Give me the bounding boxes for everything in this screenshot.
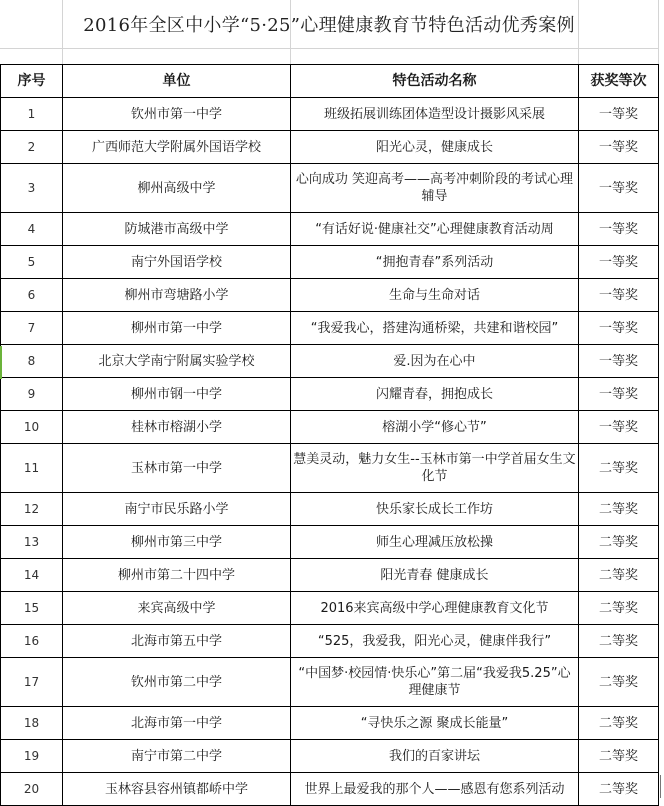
page-title: 2016年全区中小学“5·25”心理健康教育节特色活动优秀案例: [83, 15, 575, 36]
cell-activity[interactable]: “有话好说·健康社交”心理健康教育活动周: [291, 213, 579, 246]
cell-number[interactable]: 14: [1, 559, 63, 592]
cell-activity[interactable]: “寻快乐之源 聚成长能量”: [291, 707, 579, 740]
header-cell-award[interactable]: 获奖等次: [579, 65, 659, 98]
table-row: [1, 444, 659, 493]
table-row: [1, 246, 659, 279]
table-row: [1, 625, 659, 658]
cell-activity[interactable]: “中国梦·校园情·快乐心”第二届“我爱我5.25”心理健康节: [291, 658, 579, 707]
cell-activity[interactable]: 阳光青春 健康成长: [291, 559, 579, 592]
cell-number[interactable]: 6: [1, 279, 63, 312]
cell-activity[interactable]: 2016来宾高级中学心理健康教育文化节: [291, 592, 579, 625]
header-cell-number[interactable]: 序号: [1, 65, 63, 98]
cell-activity[interactable]: 榕湖小学“修心节”: [291, 411, 579, 444]
cell-number[interactable]: 2: [1, 131, 63, 164]
table-row: [1, 559, 659, 592]
cell-number[interactable]: 7: [1, 312, 63, 345]
cell-number[interactable]: 13: [1, 526, 63, 559]
cell-unit[interactable]: 防城港市高级中学: [63, 213, 291, 246]
cell-award[interactable]: 一等奖: [579, 164, 659, 213]
cell-activity[interactable]: 心向成功 笑迎高考——高考冲刺阶段的考试心理辅导: [291, 164, 579, 213]
cell-activity[interactable]: 慧美灵动，魅力女生--玉林市第一中学首届女生文化节: [291, 444, 579, 493]
cell-unit[interactable]: 桂林市榕湖小学: [63, 411, 291, 444]
table-row: [1, 131, 659, 164]
cell-award[interactable]: 二等奖: [579, 559, 659, 592]
cell-unit[interactable]: 来宾高级中学: [63, 592, 291, 625]
cell-activity[interactable]: 师生心理减压放松操: [291, 526, 579, 559]
table-row: [1, 707, 659, 740]
cell-award[interactable]: 二等奖: [579, 526, 659, 559]
cell-activity[interactable]: 世界上最爱我的那个人——感恩有您系列活动: [291, 773, 579, 806]
cell-award[interactable]: 一等奖: [579, 98, 659, 131]
cell-number[interactable]: 19: [1, 740, 63, 773]
cell-cursor-edge: [660, 775, 661, 798]
table-row: [1, 526, 659, 559]
cell-unit[interactable]: 广西师范大学附属外国语学校: [63, 131, 291, 164]
table-row: [1, 312, 659, 345]
cell-unit[interactable]: 柳州市第二十四中学: [63, 559, 291, 592]
cell-number[interactable]: 17: [1, 658, 63, 707]
cell-number[interactable]: 15: [1, 592, 63, 625]
cell-unit[interactable]: 南宁市第二中学: [63, 740, 291, 773]
table-row: [1, 213, 659, 246]
cell-award[interactable]: 二等奖: [579, 707, 659, 740]
table-row: [1, 164, 659, 213]
cell-activity[interactable]: 快乐家长成长工作坊: [291, 493, 579, 526]
cell-activity[interactable]: 班级拓展训练团体造型设计摄影风采展: [291, 98, 579, 131]
cell-award[interactable]: 一等奖: [579, 345, 659, 378]
cell-unit[interactable]: 钦州市第一中学: [63, 98, 291, 131]
cell-unit[interactable]: 玉林市第一中学: [63, 444, 291, 493]
cell-award[interactable]: 二等奖: [579, 625, 659, 658]
cell-unit[interactable]: 南宁外国语学校: [63, 246, 291, 279]
table-row: [1, 773, 659, 806]
table-header-row: [1, 65, 659, 98]
table-row: [1, 740, 659, 773]
cell-unit[interactable]: 柳州高级中学: [63, 164, 291, 213]
cell-award[interactable]: 二等奖: [579, 658, 659, 707]
cell-activity[interactable]: “525，我爱我，阳光心灵，健康伴我行”: [291, 625, 579, 658]
table-row: [1, 658, 659, 707]
cell-award[interactable]: 二等奖: [579, 493, 659, 526]
cell-award[interactable]: 一等奖: [579, 378, 659, 411]
cell-award[interactable]: 一等奖: [579, 246, 659, 279]
cell-unit[interactable]: 南宁市民乐路小学: [63, 493, 291, 526]
cell-award[interactable]: 一等奖: [579, 131, 659, 164]
cell-number[interactable]: 8: [1, 345, 63, 378]
cell-number[interactable]: 18: [1, 707, 63, 740]
cell-unit[interactable]: 钦州市第二中学: [63, 658, 291, 707]
table-row: [1, 345, 659, 378]
cell-activity[interactable]: 生命与生命对话: [291, 279, 579, 312]
table-row: [1, 98, 659, 131]
table-row: [1, 411, 659, 444]
cell-number[interactable]: 12: [1, 493, 63, 526]
table-row: [1, 592, 659, 625]
award-table: [0, 64, 659, 806]
cell-number[interactable]: 10: [1, 411, 63, 444]
cell-number[interactable]: 20: [1, 773, 63, 806]
cell-activity[interactable]: “我爱我心，搭建沟通桥梁，共建和谐校园”: [291, 312, 579, 345]
cell-activity[interactable]: 闪耀青春，拥抱成长: [291, 378, 579, 411]
cell-award[interactable]: 一等奖: [579, 213, 659, 246]
cell-award[interactable]: 二等奖: [579, 592, 659, 625]
cell-activity[interactable]: 爱.因为在心中: [291, 345, 579, 378]
cell-activity[interactable]: 我们的百家讲坛: [291, 740, 579, 773]
cell-unit[interactable]: 玉林容县容州镇都峤中学: [63, 773, 291, 806]
cell-unit[interactable]: 北海市第一中学: [63, 707, 291, 740]
cell-unit[interactable]: 柳州市第一中学: [63, 312, 291, 345]
cell-number[interactable]: 16: [1, 625, 63, 658]
cell-activity[interactable]: “拥抱青春”系列活动: [291, 246, 579, 279]
cell-unit[interactable]: 柳州市第三中学: [63, 526, 291, 559]
cell-number[interactable]: 4: [1, 213, 63, 246]
gridline: [0, 48, 659, 49]
cell-number[interactable]: 3: [1, 164, 63, 213]
cell-award[interactable]: 二等奖: [579, 444, 659, 493]
cell-number[interactable]: 5: [1, 246, 63, 279]
cell-award[interactable]: 一等奖: [579, 411, 659, 444]
cell-award[interactable]: 一等奖: [579, 312, 659, 345]
cell-unit[interactable]: 北海市第五中学: [63, 625, 291, 658]
cell-number[interactable]: 9: [1, 378, 63, 411]
cell-number[interactable]: 1: [1, 98, 63, 131]
cell-award[interactable]: 一等奖: [579, 279, 659, 312]
cell-unit[interactable]: 柳州市钢一中学: [63, 378, 291, 411]
cell-number[interactable]: 11: [1, 444, 63, 493]
header-cell-activity[interactable]: 特色活动名称: [291, 65, 579, 98]
cell-award[interactable]: 二等奖: [579, 740, 659, 773]
cell-unit[interactable]: 北京大学南宁附属实验学校: [63, 345, 291, 378]
table-row: [1, 279, 659, 312]
table-row: [1, 378, 659, 411]
row-selection-marker: [0, 346, 2, 379]
table-row: [1, 493, 659, 526]
header-cell-unit[interactable]: 单位: [63, 65, 291, 98]
cell-unit[interactable]: 柳州市弯塘路小学: [63, 279, 291, 312]
cell-activity[interactable]: 阳光心灵，健康成长: [291, 131, 579, 164]
cell-award[interactable]: 二等奖: [579, 773, 659, 806]
